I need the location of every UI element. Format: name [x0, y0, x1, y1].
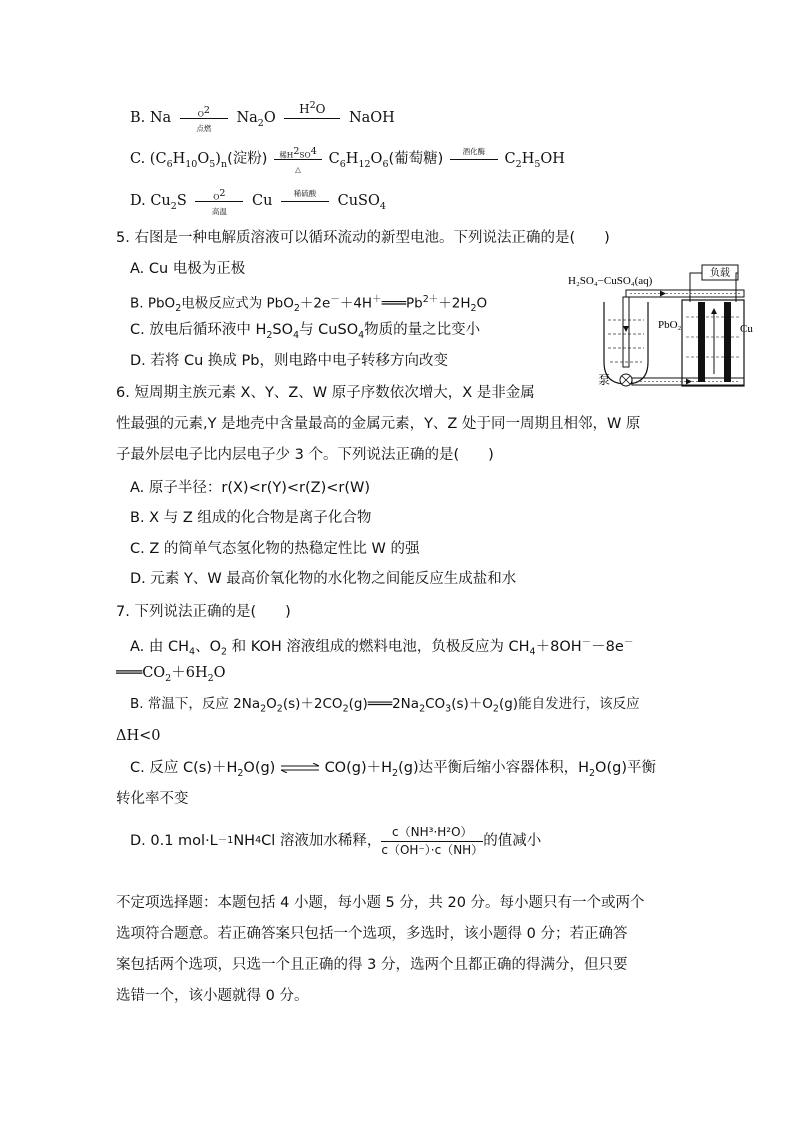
text: (葡萄糖) — [388, 151, 444, 167]
reaction-arrow — [450, 147, 498, 160]
text: (s)＋O — [451, 696, 493, 712]
sub: 2 — [257, 117, 264, 129]
q5-option-b — [130, 290, 487, 319]
sub: 2 — [237, 767, 244, 779]
sub: 2 — [392, 767, 399, 779]
load-label: 负载 — [710, 268, 730, 279]
text: O — [266, 696, 277, 712]
q6-option-c: C. Z 的简单气态氢化物的热稳定性比 W 的强 — [130, 541, 420, 557]
q7-option-c-line1 — [130, 758, 656, 784]
flow-arrow-down — [623, 326, 629, 332]
sub: 2 — [260, 703, 267, 715]
cond-text: 稀硫酸 — [293, 189, 317, 198]
sub: 2 — [175, 303, 182, 315]
q7-stem: 7. 下列说法正确的是( ) — [116, 604, 291, 620]
sub: 6 — [339, 158, 346, 170]
cu-label: Cu — [740, 323, 753, 335]
sub: 2 — [276, 703, 283, 715]
product: Na — [236, 110, 258, 126]
sub: 3 — [445, 703, 452, 715]
section-line-2: 选项符合题意。若正确答案只包括一个选项，多选时，该小题得 0 分；若正确答 — [116, 926, 628, 942]
text: O — [370, 151, 383, 167]
section-line-3: 案包括两个选项，只选一个且正确的得 3 分，选两个且都正确的得满分，但只要 — [116, 957, 628, 973]
sub: 5 — [209, 158, 216, 170]
reaction-arrow — [195, 188, 243, 216]
text: ＋2e — [299, 295, 331, 312]
q7-option-d — [130, 821, 541, 861]
text: O(g)平衡 — [595, 760, 656, 776]
text: 和 KOH 溶液组成的燃料电池，负极反应为 CH — [227, 638, 530, 655]
q7-option-a-line2 — [116, 663, 226, 689]
text: H — [345, 151, 359, 167]
q5-option-a: A. Cu 电极为正极 — [130, 261, 246, 277]
q6-option-b: B. X 与 Z 组成的化合物是离子化合物 — [130, 510, 372, 526]
sub: 2 — [266, 329, 273, 341]
sub: 6 — [166, 158, 173, 170]
solution-label: H₂SO₄−CuSO₄(aq) — [568, 275, 653, 287]
sub: 2 — [492, 703, 499, 715]
sub: 4 — [379, 200, 386, 212]
cond-sup: 4 — [310, 146, 317, 157]
text: (淀粉) — [227, 151, 268, 167]
fraction-numerator: c（NH³·H²O） — [381, 825, 483, 842]
fraction-denominator: c（OH⁻）·c（NH） — [381, 842, 484, 857]
text: ＋8OH — [535, 638, 582, 655]
text: Cl 溶液加水稀释， — [261, 833, 382, 849]
text: ＋2H — [438, 295, 471, 312]
product-end: O — [263, 110, 276, 126]
sub: 2 — [515, 158, 522, 170]
q6-line-3: 子最外层电子比内层电子少 3 个。下列说法正确的是( ) — [116, 447, 494, 463]
text: C. 放电后循环液中 H — [130, 322, 267, 338]
sub: 2 — [293, 303, 300, 315]
flow-arrow — [686, 379, 692, 385]
sub: 2 — [589, 767, 596, 779]
section-line-1: 不定项选择题：本题包括 4 小题，每小题 5 分，共 20 分。每小题只有一个或两个 — [116, 895, 645, 911]
sub: 4 — [189, 646, 196, 658]
cond-text: SO — [299, 150, 311, 160]
text: O(g) — [243, 760, 276, 776]
wire-left — [690, 273, 702, 302]
cond-text: O — [213, 192, 220, 202]
product: C — [504, 151, 516, 167]
sub: 12 — [358, 158, 371, 170]
text: ＋4H — [339, 295, 373, 312]
sub: 6 — [382, 158, 389, 170]
sub: 5 — [534, 158, 541, 170]
sub: 4 — [255, 835, 262, 846]
sub: 2 — [170, 200, 177, 212]
flow-arrow-up — [711, 308, 717, 314]
text: B. 常温下，反应 2Na — [130, 696, 261, 712]
text: C. 反应 C(s)＋H — [130, 760, 238, 776]
text: ═══CO — [116, 665, 166, 681]
text: O — [197, 151, 210, 167]
reservoir — [604, 302, 648, 384]
sub: 2 — [221, 646, 228, 658]
text: 的值减小 — [483, 833, 542, 849]
q7-option-c-line2: 转化率不变 — [116, 791, 189, 807]
reaction-arrow — [180, 105, 228, 133]
text: CO(g)＋H — [324, 760, 393, 776]
q7-option-b-line2: ΔH<0 — [116, 728, 161, 744]
text: 物质的量之比变小 — [364, 322, 481, 338]
text: A. 由 CH — [130, 638, 190, 655]
cond-bottom: 点燃 — [196, 124, 212, 133]
text: H — [172, 151, 186, 167]
q5-stem: 5. 右图是一种电解质溶液可以循环流动的新型电池。下列说法正确的是( ) — [116, 230, 610, 246]
cond-text: H — [299, 102, 310, 116]
q4-option-d — [130, 188, 386, 217]
pbo2-label: PbO₂ — [658, 319, 682, 331]
text: CO — [425, 696, 446, 712]
text: ＋6H — [171, 665, 208, 681]
cu-electrode — [724, 302, 731, 382]
text: S — [176, 193, 187, 209]
sub: 2 — [419, 703, 426, 715]
q6-line-2: 性最强的元素,Y 是地壳中含量最高的金属元素，Y、Z 处于同一周期且相邻，W 原 — [116, 416, 641, 432]
fraction — [381, 825, 483, 858]
text: B. PbO — [130, 295, 176, 312]
product: Cu — [251, 193, 273, 209]
text: D. 0.1 mol·L — [130, 833, 218, 849]
cond-end: O — [315, 102, 326, 116]
text: NH — [233, 833, 256, 849]
sub: 2 — [165, 672, 172, 684]
text: ) — [215, 151, 221, 167]
text: (s)＋2CO — [282, 696, 343, 712]
q4d-text: D. Cu — [130, 193, 171, 209]
q7-option-a-line1 — [130, 633, 633, 663]
sub: 2 — [342, 703, 349, 715]
text: (g)达平衡后缩小容器体积，H — [398, 760, 589, 776]
sub: n — [220, 158, 228, 170]
flow-arrow — [660, 291, 666, 297]
sub: 2 — [207, 672, 214, 684]
text: (g)能自发进行，该反应 — [498, 696, 640, 712]
cond-sup: 2 — [293, 146, 300, 157]
q4-option-b — [130, 100, 395, 134]
text: 、O — [195, 638, 221, 655]
text: 与 CuSO — [299, 322, 359, 338]
sup: － — [330, 294, 340, 305]
product: CuSO — [337, 193, 380, 209]
cond-text: 酒化酶 — [462, 147, 486, 156]
cond-bottom: 高温 — [211, 207, 227, 216]
equilibrium-arrow-icon — [280, 763, 320, 773]
sup: － — [623, 637, 634, 648]
reaction-arrow — [281, 189, 329, 202]
q4-option-c — [130, 146, 565, 175]
cond-sub: 2 — [203, 105, 210, 116]
cond-bottom: △ — [295, 165, 301, 174]
text: O — [213, 665, 226, 681]
cond-text: O — [197, 109, 204, 119]
q5-option-d: D. 若将 Cu 换成 Pb，则电路中电子转移方向改变 — [130, 353, 448, 369]
q6-option-d: D. 元素 Y、W 最高价氧化物的水化物之间能反应生成盐和水 — [130, 571, 517, 587]
equilibrium-arrow — [280, 763, 320, 773]
product: C — [328, 151, 340, 167]
sup: ＋ — [372, 294, 382, 305]
sub: 4 — [358, 329, 365, 341]
q7-option-b-line1 — [130, 694, 640, 720]
sup: － — [581, 637, 592, 648]
text: ═══Pb — [381, 295, 423, 312]
pump-label: 泵 — [598, 373, 611, 387]
section-line-4: 选错一个，该小题就得 0 分。 — [116, 988, 309, 1004]
text: O — [476, 295, 488, 312]
sub: 10 — [185, 158, 198, 170]
reaction-arrow — [274, 146, 322, 174]
q6-line-1: 6. 短周期主族元素 X、Y、Z、W 原子序数依次增大，X 是非金属 — [116, 385, 535, 401]
q4c-text: C. (C — [130, 151, 167, 167]
text: (g)═══2Na — [348, 696, 420, 712]
text: H — [521, 151, 535, 167]
sup: 2＋ — [422, 294, 439, 305]
sub: 2 — [470, 303, 477, 315]
pbo2-electrode — [698, 302, 705, 382]
product: NaOH — [348, 110, 395, 126]
text: －8e — [591, 638, 624, 655]
sub: 4 — [293, 329, 300, 341]
reaction-arrow — [284, 100, 340, 119]
battery-figure — [566, 262, 762, 402]
text: SO — [272, 322, 294, 338]
text: OH — [540, 151, 565, 167]
q6-option-a: A. 原子半径：r(X)<r(Y)<r(Z)<r(W) — [130, 480, 370, 496]
cond-sup: 2 — [309, 100, 316, 111]
q4b-text: B. Na — [130, 110, 172, 126]
cond-text: 稀H — [279, 150, 294, 160]
text: 电极反应式为 PbO — [181, 295, 294, 312]
sub: 4 — [529, 646, 536, 658]
q5-option-c — [130, 320, 480, 346]
cond-sub: 2 — [219, 188, 226, 199]
sup: －1 — [217, 835, 234, 846]
